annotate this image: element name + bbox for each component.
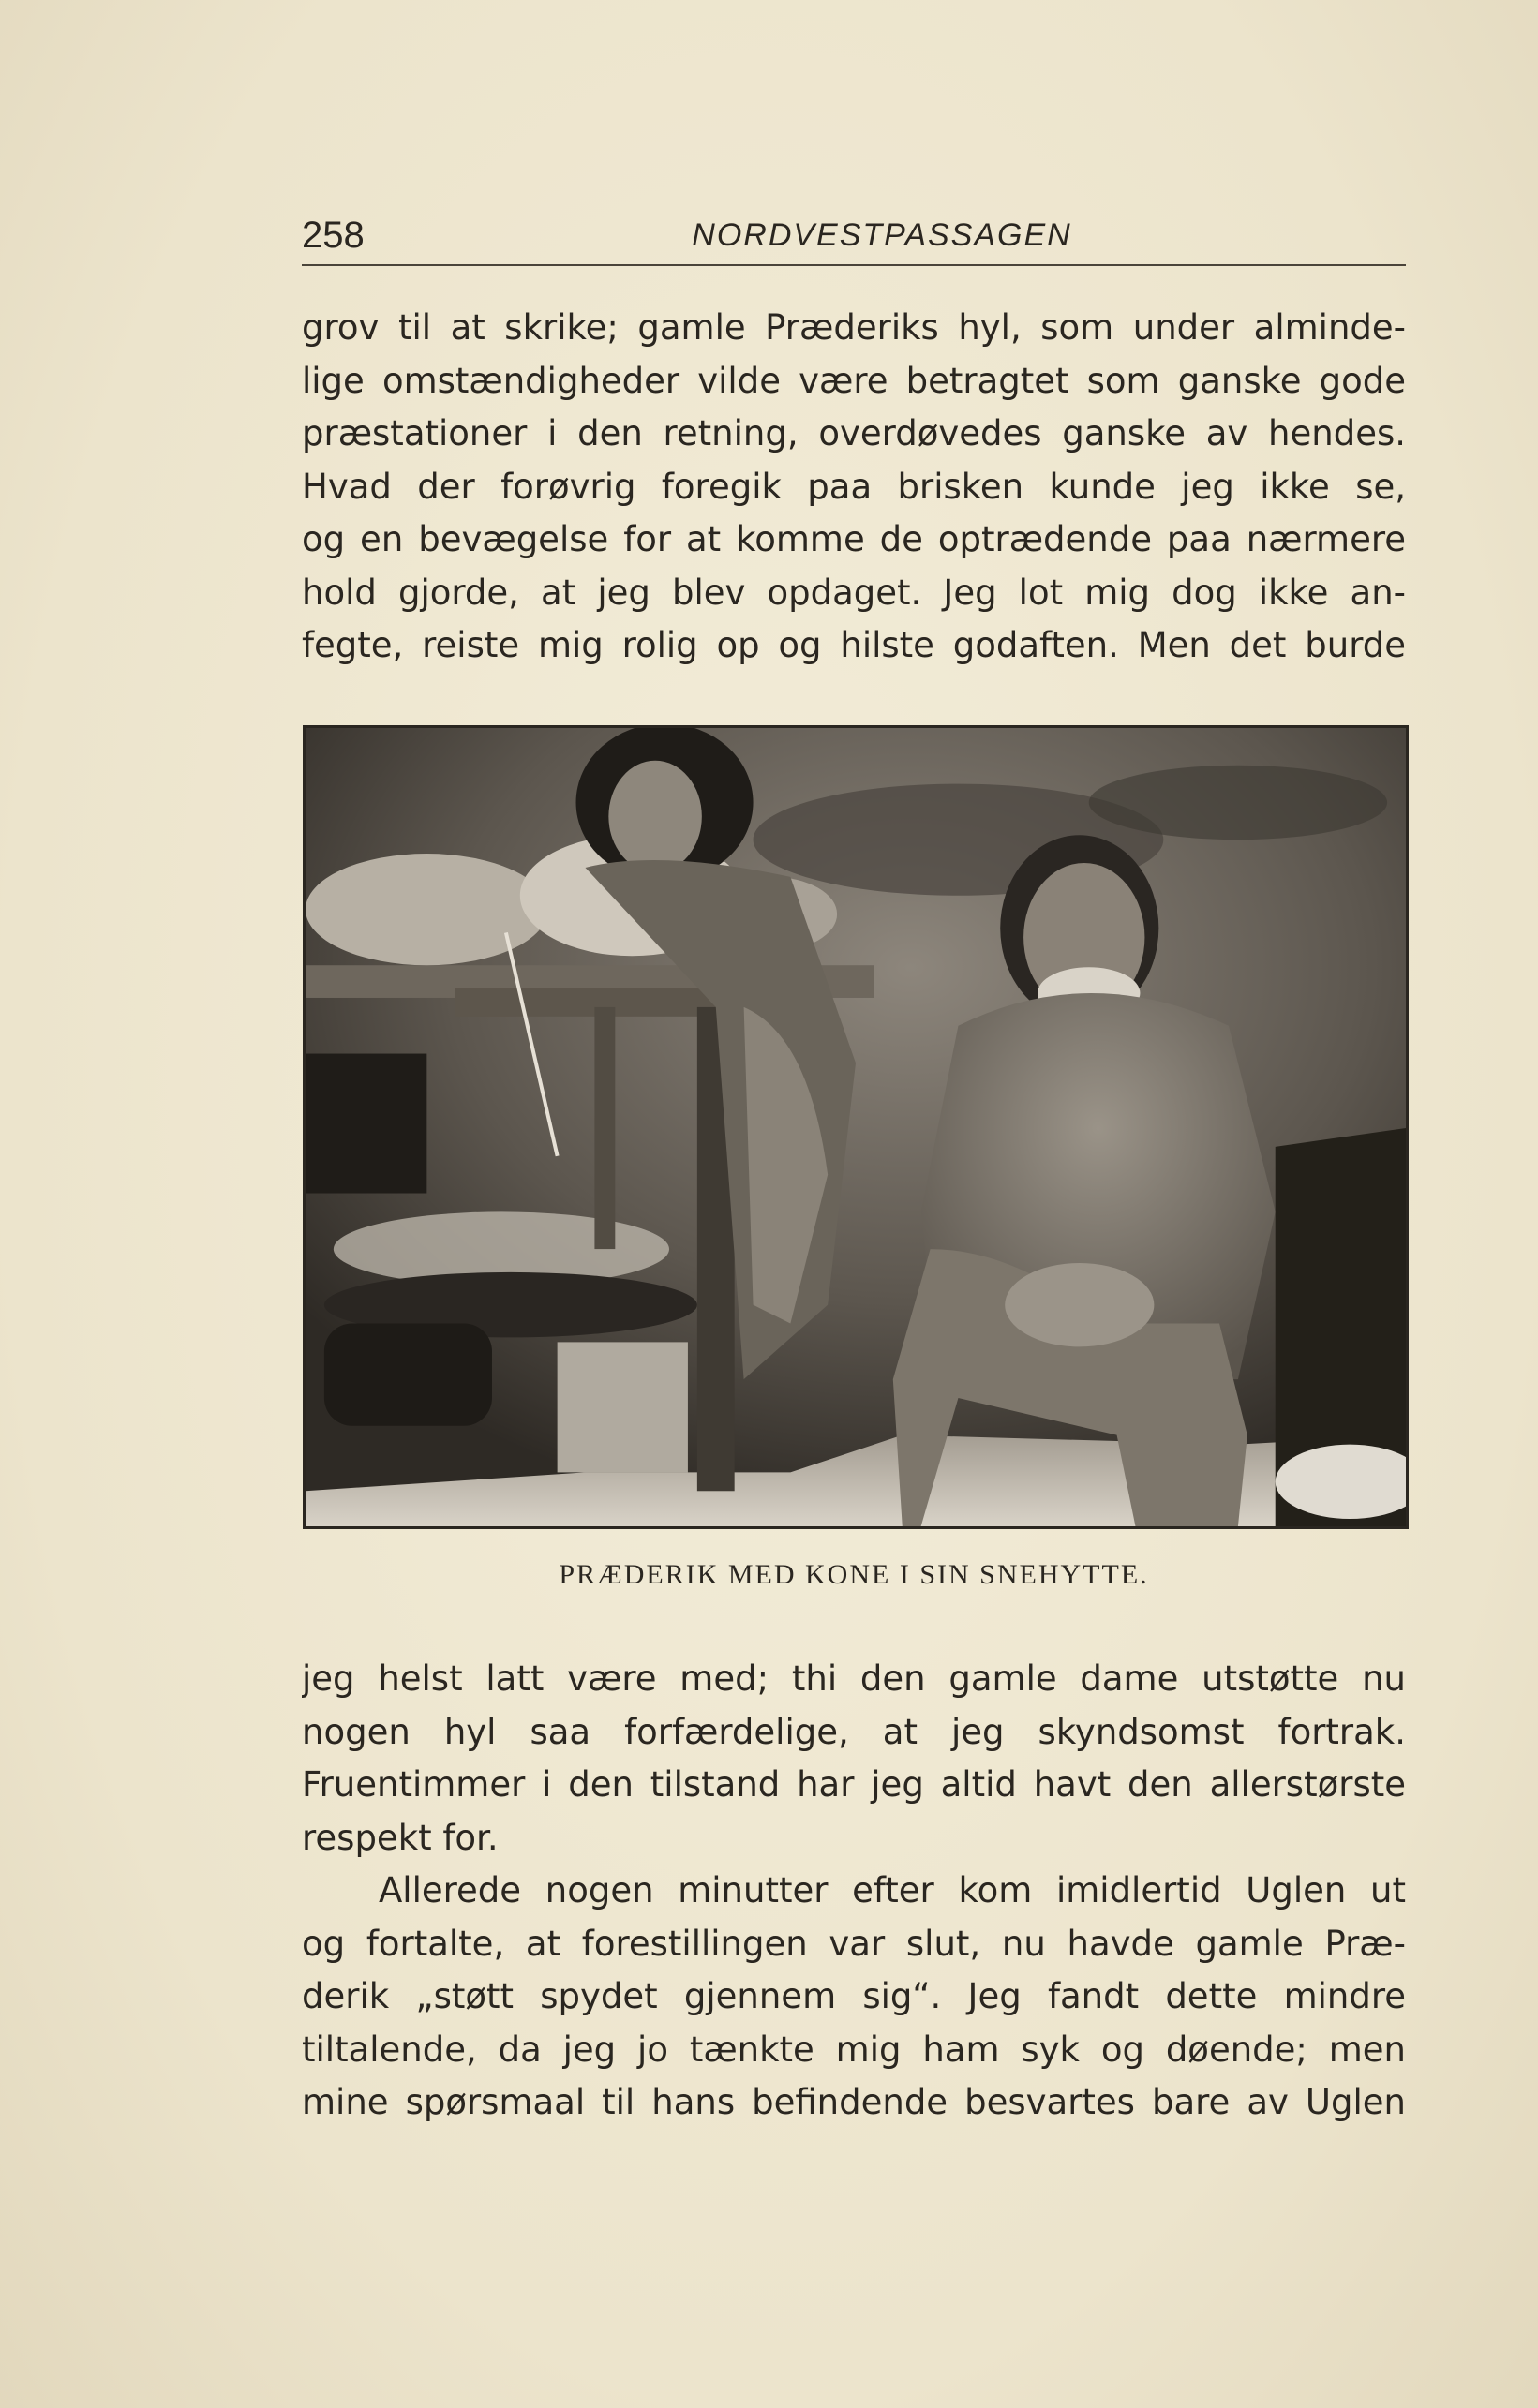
photo-plate <box>303 725 1409 1529</box>
text-line: lige omstændigheder vilde være betragtet som ganske gode <box>302 360 1406 401</box>
text-line: Hvad der forøvrig foregik paa brisken kunde jeg ikke se, <box>302 466 1406 507</box>
plate-caption: PRÆDERIK MED KONE I SIN SNEHYTTE. <box>559 1559 1149 1590</box>
paragraph-before-plate <box>302 302 1406 673</box>
page-number: 258 <box>302 215 365 256</box>
text-line: Allerede nogen minutter efter kom imidlertid Uglen ut <box>379 1870 1406 1910</box>
text-line: respekt for. <box>302 1817 499 1858</box>
text-line: Fruentimmer i den tilstand har jeg altid havt den allerstørste <box>302 1764 1406 1805</box>
text-line: præstationer i den retning, overdøvedes ganske av hendes. <box>302 413 1406 453</box>
text-line: jeg helst latt være med; thi den gamle dame utstøtte nu <box>302 1658 1406 1699</box>
text-line: nogen hyl saa forfærdelige, at jeg skyndsomst fortrak. <box>302 1711 1406 1752</box>
text-line: hold gjorde, at jeg blev opdaget. Jeg lot mig dog ikke an- <box>302 572 1406 613</box>
paragraph-after-plate <box>302 1653 1406 2130</box>
text-line: og fortalte, at forestillingen var slut, nu havde gamle Præ- <box>302 1923 1406 1964</box>
text-line: og en bevægelse for at komme de optrædende paa nærmere <box>302 519 1406 559</box>
snow-hut-photo <box>306 728 1406 1526</box>
running-title: NORDVESTPASSAGEN <box>692 217 1072 253</box>
text-line: tiltalende, da jeg jo tænkte mig ham syk og døende; men <box>302 2029 1406 2070</box>
text-line: fegte, reiste mig rolig op og hilste godaften. Men det burde <box>302 625 1406 665</box>
text-line: mine spørsmaal til hans befindende besvartes bare av Uglen <box>302 2082 1406 2122</box>
text-line: grov til at skrike; gamle Præderiks hyl, som under alminde- <box>302 307 1406 348</box>
text-line: derik „støtt spydet gjennem sig“. Jeg fandt dette mindre <box>302 1976 1406 2016</box>
running-head <box>302 206 1406 266</box>
